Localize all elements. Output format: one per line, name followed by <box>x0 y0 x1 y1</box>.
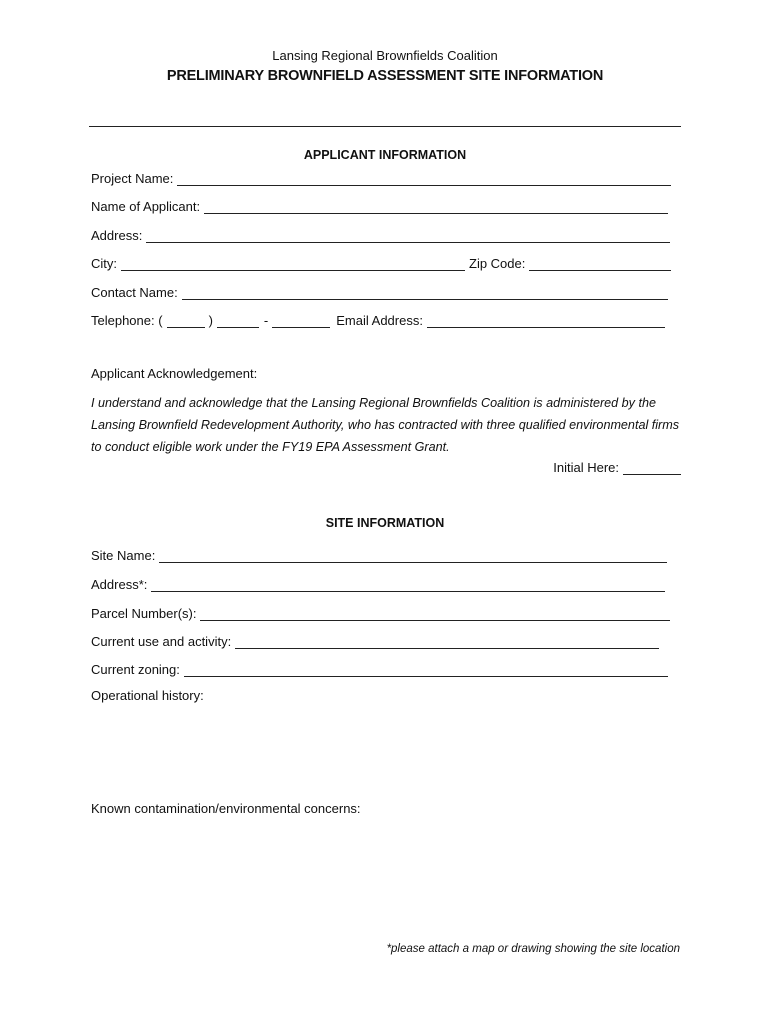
initial-here-row <box>553 460 681 475</box>
zip-code-field[interactable] <box>529 258 671 271</box>
city-zip-row <box>91 253 671 271</box>
telephone-dash: - <box>263 313 269 328</box>
site-address-label: Address*: <box>91 577 148 592</box>
form-title: PRELIMINARY BROWNFIELD ASSESSMENT SITE INFORMATION <box>166 68 604 84</box>
zip-code-label: Zip Code: <box>469 256 526 271</box>
applicant-section-heading: APPLICANT INFORMATION <box>303 148 467 162</box>
site-name-field[interactable] <box>159 550 667 563</box>
telephone-number-field[interactable] <box>272 315 330 328</box>
applicant-address-field[interactable] <box>146 230 670 243</box>
current-zoning-row <box>91 659 668 677</box>
applicant-address-label: Address: <box>91 228 143 243</box>
applicant-name-label: Name of Applicant: <box>91 199 201 214</box>
project-name-row <box>91 168 671 186</box>
initial-here-field[interactable] <box>623 462 681 475</box>
telephone-area-code-field[interactable] <box>167 315 205 328</box>
email-label: Email Address: <box>336 313 423 328</box>
telephone-email-row <box>91 310 665 328</box>
project-name-label: Project Name: <box>91 171 174 186</box>
operational-history-label: Operational history: <box>91 688 204 703</box>
current-use-row <box>91 631 659 649</box>
telephone-prefix-field[interactable] <box>217 315 259 328</box>
acknowledgement-label: Applicant Acknowledgement: <box>91 366 258 381</box>
site-name-row <box>91 545 667 563</box>
current-zoning-field[interactable] <box>184 664 668 677</box>
known-contamination-label: Known contamination/environmental concerns: <box>91 801 361 816</box>
telephone-label: Telephone: ( <box>91 313 163 328</box>
site-section-heading: SITE INFORMATION <box>325 516 445 530</box>
map-footnote: *please attach a map or drawing showing the site location <box>386 943 680 955</box>
header-divider <box>89 126 681 127</box>
site-name-label: Site Name: <box>91 548 156 563</box>
telephone-paren: ) <box>208 313 213 328</box>
site-address-field[interactable] <box>151 579 665 592</box>
parcel-numbers-row <box>91 603 670 621</box>
current-use-field[interactable] <box>235 636 659 649</box>
contact-name-field[interactable] <box>182 287 668 300</box>
acknowledgement-text: I understand and acknowledge that the Lansing Regional Brownfields Coalition is administered by the Lansing Brownfield Redevelopment Authority, who has contracted with three qualified environmental firms to conduct eligible work under the FY19 EPA Assessment Grant. <box>91 396 680 454</box>
applicant-name-field[interactable] <box>204 201 668 214</box>
applicant-name-row <box>91 196 668 214</box>
applicant-address-row <box>91 225 670 243</box>
current-zoning-label: Current zoning: <box>91 662 180 677</box>
contact-name-row <box>91 282 668 300</box>
city-label: City: <box>91 256 117 271</box>
parcel-numbers-label: Parcel Number(s): <box>91 606 197 621</box>
initial-here-label: Initial Here: <box>553 460 619 475</box>
parcel-numbers-field[interactable] <box>200 608 670 621</box>
contact-name-label: Contact Name: <box>91 285 178 300</box>
organization-name: Lansing Regional Brownfields Coalition <box>272 48 498 63</box>
current-use-label: Current use and activity: <box>91 634 232 649</box>
project-name-field[interactable] <box>177 173 671 186</box>
city-field[interactable] <box>121 258 465 271</box>
email-field[interactable] <box>427 315 665 328</box>
site-address-row <box>91 574 665 592</box>
